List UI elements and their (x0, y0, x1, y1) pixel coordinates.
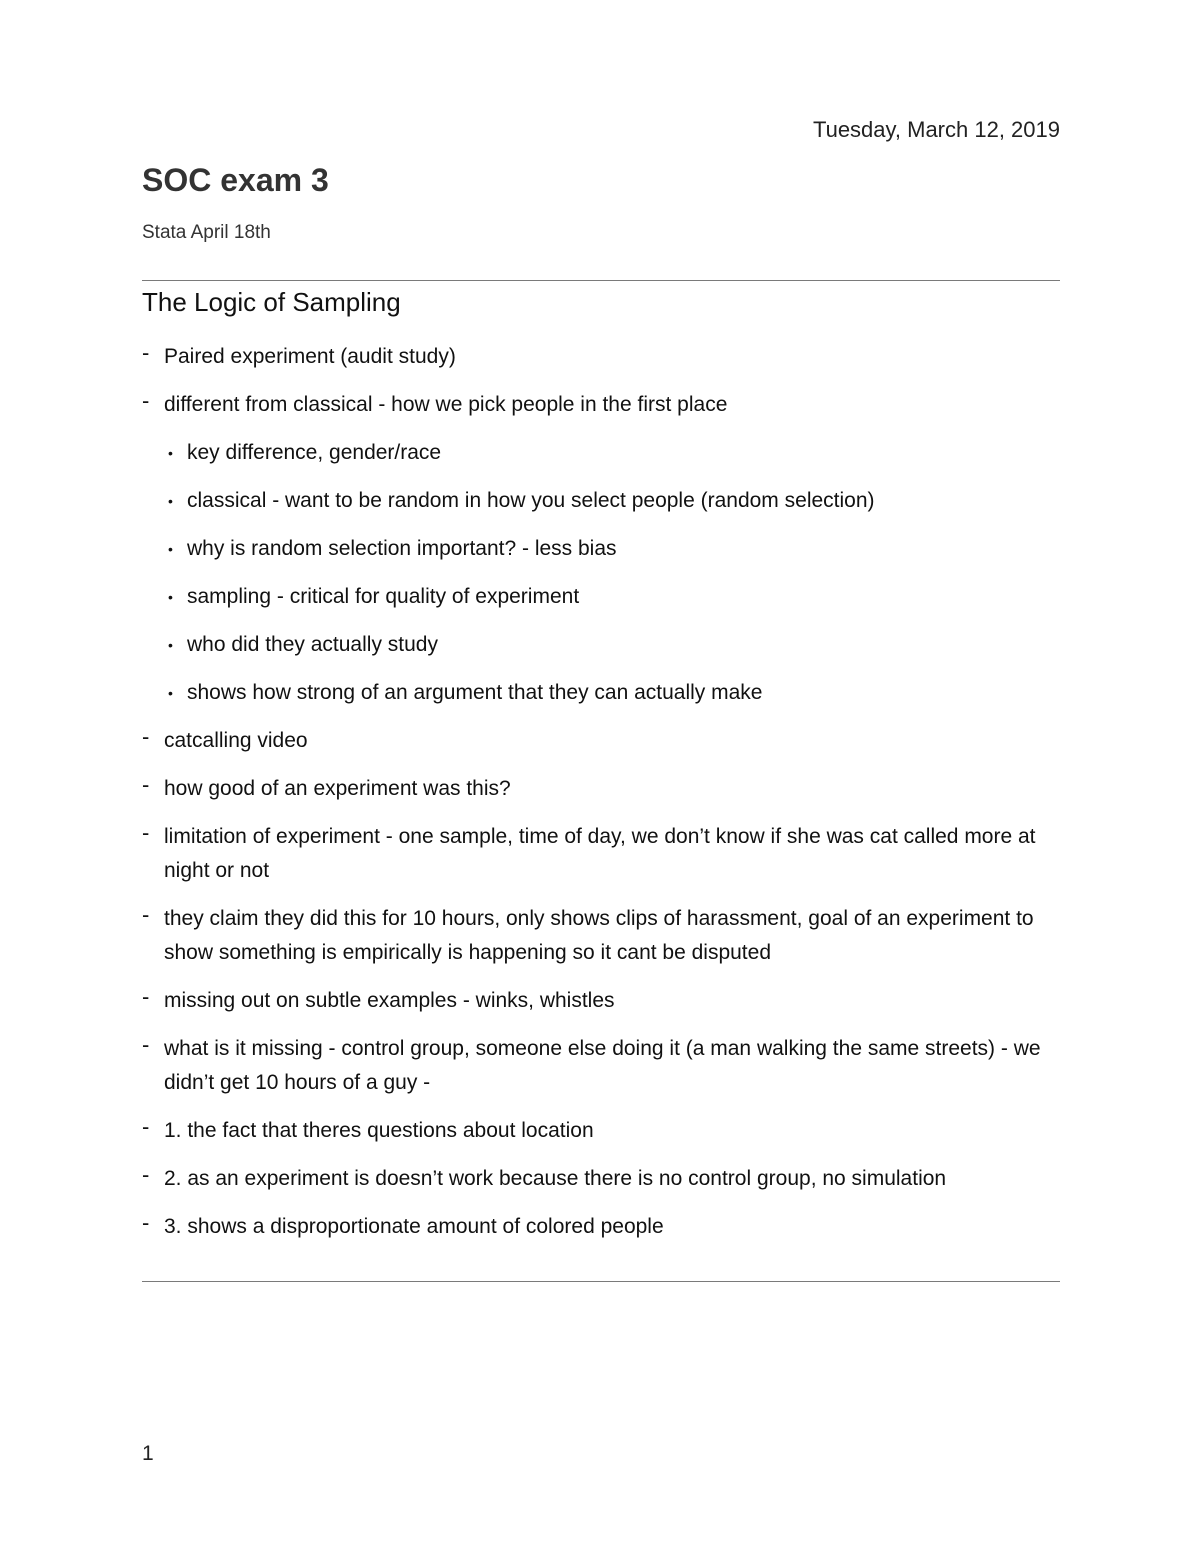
list-item (142, 1210, 1072, 1244)
list-item (142, 984, 1072, 1018)
sub-list-item (142, 628, 1072, 662)
list-item (142, 724, 1072, 758)
list-item (142, 340, 1072, 374)
list-item (142, 388, 1072, 422)
list-item (142, 772, 1072, 806)
list-item-text: what is it missing - control group, someone else doing it (a man walking the same streets) - we didn’t get 10 hours of a guy - (164, 1037, 1041, 1094)
bullet-marker: • (168, 685, 173, 701)
list-item (142, 902, 1072, 970)
dash-marker: - (142, 1162, 150, 1187)
list-item-text: limitation of experiment - one sample, time of day, we don’t know if she was cat called more at night or not (164, 825, 1036, 882)
list-item (142, 1032, 1072, 1100)
dash-marker: - (142, 340, 150, 365)
document-date: Tuesday, March 12, 2019 (812, 117, 1060, 142)
sub-list-item-text: key difference, gender/race (187, 441, 442, 464)
dash-marker: - (142, 984, 150, 1009)
document-subtitle: Stata April 18th (142, 222, 271, 243)
dash-marker: - (142, 724, 150, 749)
dash-marker: - (142, 1210, 150, 1235)
list-item (142, 1114, 1072, 1148)
dash-marker: - (142, 902, 150, 927)
bullet-marker: • (168, 493, 173, 509)
list-item-text: Paired experiment (audit study) (164, 345, 456, 368)
list-item (142, 1162, 1072, 1196)
section-heading: The Logic of Sampling (142, 287, 401, 317)
bullet-marker: • (168, 589, 173, 605)
sub-list-item-text: who did they actually study (187, 633, 438, 656)
bottom-divider (142, 1281, 1060, 1282)
notes-list (142, 340, 1072, 1258)
list-item-text: missing out on subtle examples - winks, whistles (164, 989, 615, 1012)
sub-list-item-text: classical - want to be random in how you select people (random selection) (187, 489, 875, 512)
page-number: 1 (142, 1442, 154, 1465)
sub-list-item (142, 484, 1072, 518)
list-item-text: 1. the fact that theres questions about location (164, 1119, 594, 1142)
list-item-text: 3. shows a disproportionate amount of colored people (164, 1215, 664, 1238)
list-item-text: they claim they did this for 10 hours, only shows clips of harassment, goal of an experiment to show something is empirically is happening so it cant be disputed (164, 907, 1034, 964)
sub-list-item (142, 580, 1072, 614)
list-item (142, 820, 1072, 888)
sub-list-item-text: why is random selection important? - less bias (187, 537, 617, 560)
bullet-marker: • (168, 445, 173, 461)
sub-list-item-text: sampling - critical for quality of experiment (187, 585, 580, 608)
sub-list-item (142, 676, 1072, 710)
list-item-text: 2. as an experiment is doesn’t work because there is no control group, no simulation (164, 1167, 947, 1190)
top-divider (142, 280, 1060, 281)
bullet-marker: • (168, 637, 173, 653)
sub-list-item-text: shows how strong of an argument that they can actually make (187, 681, 763, 704)
list-item-text: how good of an experiment was this? (164, 777, 511, 800)
document-title: SOC exam 3 (142, 162, 329, 198)
dash-marker: - (142, 772, 150, 797)
sub-list-item (142, 532, 1072, 566)
dash-marker: - (142, 388, 150, 413)
sub-list-item (142, 436, 1072, 470)
list-item-text: different from classical - how we pick people in the first place (164, 393, 728, 416)
dash-marker: - (142, 820, 150, 845)
bullet-marker: • (168, 541, 173, 557)
dash-marker: - (142, 1032, 150, 1057)
list-item-text: catcalling video (164, 729, 308, 752)
dash-marker: - (142, 1114, 150, 1139)
